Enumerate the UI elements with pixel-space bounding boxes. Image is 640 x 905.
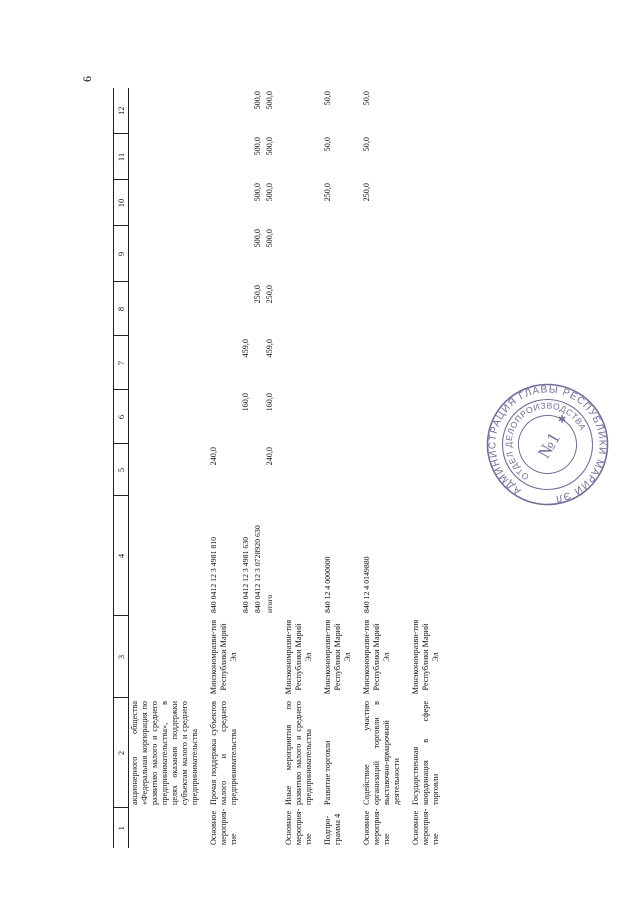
executor-cell: Минэкономразви-тия Республики Марий Эл	[323, 619, 353, 695]
value-cell	[240, 134, 252, 180]
table-row	[201, 88, 240, 848]
value-cell: 50,0	[362, 91, 372, 106]
table-row	[264, 88, 276, 848]
status-cell: Основное мероприя-тие	[209, 808, 239, 845]
value-cell: 500,0	[253, 91, 263, 110]
value-cell	[354, 390, 403, 444]
budget-code-cell: итого	[265, 594, 275, 613]
value-cell: 500,0	[253, 183, 263, 202]
value-cell	[403, 336, 442, 390]
budget-code-cell	[276, 496, 315, 616]
status-cell	[264, 808, 276, 848]
program-name-cell	[240, 698, 252, 808]
table-row	[315, 88, 354, 848]
value-cell	[129, 180, 202, 226]
table-row	[252, 88, 264, 848]
value-cell	[201, 282, 240, 336]
value-cell	[129, 282, 202, 336]
stamp-inner-text: ОТДЕЛ ДЕЛОПРОИЗВОДСТВА	[503, 400, 589, 483]
program-name-cell: Государственная координация в сфере торговли	[411, 701, 441, 805]
value-cell: 500,0	[265, 91, 275, 110]
value-cell	[276, 336, 315, 390]
table-body	[129, 88, 443, 848]
value-cell	[276, 226, 315, 282]
value-cell	[354, 226, 403, 282]
value-cell	[315, 444, 354, 496]
budget-code-cell: 840 12 4 0000000	[323, 556, 333, 613]
value-cell: 500,0	[253, 137, 263, 156]
status-cell	[129, 808, 202, 848]
value-cell	[201, 226, 240, 282]
value-cell	[240, 180, 252, 226]
value-cell	[129, 390, 202, 444]
value-cell	[129, 336, 202, 390]
value-cell	[354, 282, 403, 336]
stamp-number: №1	[533, 428, 565, 462]
executor-cell: Минэкономразви-тия Республики Марий Эл	[362, 619, 392, 695]
value-cell: 160,0	[265, 393, 275, 412]
column-number-9: 9	[114, 226, 129, 282]
value-cell	[240, 88, 252, 134]
value-cell	[240, 444, 252, 496]
value-cell	[403, 390, 442, 444]
value-cell: 250,0	[265, 285, 275, 304]
official-seal-stamp	[485, 382, 610, 507]
value-cell	[403, 444, 442, 496]
value-cell	[201, 390, 240, 444]
value-cell: 500,0	[265, 183, 275, 202]
value-cell	[276, 134, 315, 180]
value-cell	[276, 88, 315, 134]
value-cell	[403, 88, 442, 134]
value-cell	[240, 226, 252, 282]
value-cell: 50,0	[362, 137, 372, 152]
column-number-4: 4	[114, 496, 129, 616]
column-number-7: 7	[114, 336, 129, 390]
value-cell: 50,0	[323, 91, 333, 106]
column-number-10: 10	[114, 180, 129, 226]
value-cell	[315, 336, 354, 390]
executor-cell	[129, 616, 202, 698]
executor-cell: Минэкономразви-тия Республики Марий Эл	[209, 619, 239, 695]
budget-code-cell	[403, 496, 442, 616]
program-name-cell: Иные мероприятия по развитию малого и среднего предпринимательства	[284, 701, 314, 805]
value-cell	[276, 444, 315, 496]
budget-code-cell: 840 0412 12 3 4981 630	[241, 536, 251, 613]
value-cell	[129, 444, 202, 496]
program-name-cell: Содействие участию организаций торговли в выставочно-ярмарочной деятельности	[362, 701, 402, 805]
table-row	[354, 88, 403, 848]
value-cell: 500,0	[265, 137, 275, 156]
rotated-table-page	[113, 88, 520, 848]
budget-code-cell: 840 0412 12 3 4981 810	[209, 536, 219, 613]
budget-code-cell: 840 12 4 0149880	[362, 556, 372, 613]
value-cell: 50,0	[323, 137, 333, 152]
value-cell	[354, 336, 403, 390]
column-number-1: 1	[114, 808, 129, 848]
value-cell: 240,0	[209, 447, 219, 466]
column-number-3: 3	[114, 616, 129, 698]
value-cell	[252, 336, 264, 390]
budget-table	[113, 88, 442, 848]
status-cell: Основное мероприя-тие	[284, 808, 314, 845]
program-name-cell: акционерного общества «Федеральная корпорация по развитию малого и среднего предпринимательства», в целях оказания поддержки субъектам малого и среднего предпринимательства	[130, 701, 200, 805]
column-number-8: 8	[114, 282, 129, 336]
value-cell	[315, 282, 354, 336]
stamp-outer-text: АДМИНИСТРАЦИЯ ГЛАВЫ РЕСПУБЛИКИ МАРИЙ ЭЛ	[487, 384, 608, 504]
executor-cell	[252, 616, 264, 698]
table-row	[240, 88, 252, 848]
column-number-2: 2	[114, 698, 129, 808]
value-cell	[315, 226, 354, 282]
status-cell	[252, 808, 264, 848]
value-cell: 500,0	[265, 229, 275, 248]
executor-cell	[264, 616, 276, 698]
status-cell	[240, 808, 252, 848]
value-cell	[201, 134, 240, 180]
value-cell: 240,0	[265, 447, 275, 466]
value-cell	[129, 226, 202, 282]
program-name-cell	[252, 698, 264, 808]
status-cell: Основное мероприя-тие	[362, 808, 392, 845]
column-number-11: 11	[114, 134, 129, 180]
value-cell	[403, 134, 442, 180]
value-cell: 459,0	[241, 339, 251, 358]
value-cell	[201, 336, 240, 390]
executor-cell	[240, 616, 252, 698]
value-cell	[252, 390, 264, 444]
page-number: 6	[80, 76, 94, 82]
value-cell	[201, 180, 240, 226]
star-icon: ✱	[556, 413, 570, 426]
value-cell: 250,0	[362, 183, 372, 202]
column-number-row	[114, 88, 129, 848]
executor-cell: Минэкономразви-тия Республики Марий Эл	[284, 619, 314, 695]
program-name-cell: Развитие торговли	[323, 740, 333, 805]
value-cell	[403, 282, 442, 336]
program-name-cell: Прочая поддержка субъектов малого и среднего предпринимательства	[209, 701, 239, 805]
value-cell: 459,0	[265, 339, 275, 358]
status-cell: Подпро-грамма 4	[323, 813, 343, 845]
value-cell: 500,0	[253, 229, 263, 248]
value-cell	[403, 226, 442, 282]
budget-code-cell	[129, 496, 202, 616]
value-cell	[315, 390, 354, 444]
table-row	[276, 88, 315, 848]
budget-code-cell: 840 0412 12 3 0728920 630	[253, 525, 263, 613]
value-cell	[276, 282, 315, 336]
value-cell: 250,0	[253, 285, 263, 304]
table-row	[403, 88, 442, 848]
executor-cell: Минэкономразви-тия Республики Марий Эл	[411, 619, 441, 695]
value-cell: 250,0	[323, 183, 333, 202]
value-cell: 160,0	[241, 393, 251, 412]
value-cell	[201, 88, 240, 134]
value-cell	[129, 88, 202, 134]
value-cell	[403, 180, 442, 226]
value-cell	[129, 134, 202, 180]
column-number-5: 5	[114, 444, 129, 496]
value-cell	[240, 282, 252, 336]
value-cell	[276, 180, 315, 226]
value-cell	[276, 390, 315, 444]
value-cell	[354, 444, 403, 496]
status-cell: Основное мероприя-тие	[411, 808, 441, 845]
program-name-cell	[264, 698, 276, 808]
table-row	[129, 88, 202, 848]
column-number-6: 6	[114, 390, 129, 444]
column-number-12: 12	[114, 88, 129, 134]
value-cell	[252, 444, 264, 496]
